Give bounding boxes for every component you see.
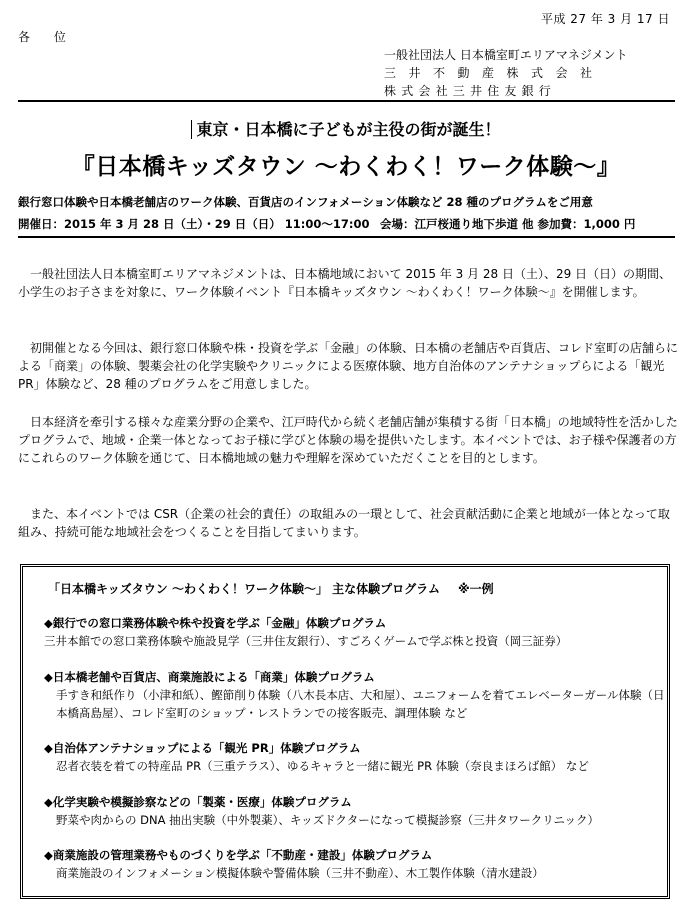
program-item-medical: [44, 793, 674, 829]
addressee: 各 位: [18, 30, 76, 44]
program-box-title-text: 「日本橋キッズタウン ～わくわく！ワーク体験～」 主な体験プログラム: [48, 582, 440, 596]
paragraph-programs: 初開催となる今回は、銀行窓口体験や株・投資を学ぶ「金融」の体験、日本橋の老舗店や百貨店、コレド室町の店舗らによる「商業」の体験、製薬会社の化学実験やクリニックによる医療体験、地方自治体のアンテナショップらによる「観光 PR」体験など、28 種のプログラムをご用意しました。: [18, 341, 679, 391]
paragraph-purpose: 日本経済を牽引する様々な産業分野の企業や、江戸時代から続く老舗店舗が集積する街「日本橋」の地域特性を活かしたプログラムで、地域・企業一体となってお子様に学びと体験の場を提供いたします。本イベントでは、お子様や保護者の方にこれらのワーク体験を通じて、日本橋地域の魅力や理解を深めていただくことを目的とします。: [18, 415, 678, 465]
subtitle: [0, 117, 692, 140]
program-heading: ◆銀行での窓口業務体験や株や投資を学ぶ「金融」体験プログラム: [44, 616, 387, 630]
main-title: 『日本橋キッズタウン ～わくわく！ワーク体験～』: [71, 154, 621, 180]
program-detail: 商業施設のインフォメーション模擬体験や警備体験（三井不動産）、木工製作体験（清水建設）: [56, 866, 544, 880]
program-detail: 野菜や肉からの DNA 抽出実験（中外製薬）、キッズドクターになって模擬診察（三井タワークリニック）: [56, 813, 600, 827]
sender-block: [384, 46, 674, 100]
program-heading: ◆化学実験や模擬診察などの「製薬・医療」体験プログラム: [44, 795, 352, 809]
issue-date: 平成 27 年 3 月 17 日: [540, 12, 670, 26]
program-item-tourism: [44, 739, 674, 775]
sender-mitsui-fudosan: 三井不動産株式会社: [384, 66, 605, 80]
program-item-commerce: [44, 668, 674, 722]
sender-smbc: 株式会社三井住友銀行: [384, 84, 557, 98]
sender-association: 一般社団法人 日本橋室町エリアマネジメント: [384, 48, 628, 62]
event-schedule-line: [18, 216, 678, 232]
paragraph-intro: 一般社団法人日本橋室町エリアマネジメントは、日本橋地域において 2015 年 3 月 28 日（土）、29 日（日）の期間、小学生のお子さまを対象に、ワーク体験イベント『日本橋キッズタウン ～わくわく！ワーク体験～』を開催します。: [18, 267, 672, 299]
program-box-note: ※一例: [458, 582, 494, 596]
event-description: 銀行窓口体験や日本橋老舗店のワーク体験、百貨店のインフォメーション体験など 28 種のプログラムをご用意: [18, 195, 593, 209]
program-heading: ◆商業施設の管理業務やものづくりを学ぶ「不動産・建設」体験プログラム: [44, 848, 433, 862]
event-venue: 会場：江戸桜通り地下歩道 他 参加費：1,000 円: [380, 217, 636, 231]
program-detail: 三井本館での窓口業務体験や施設見学（三井住友銀行）、すごろくゲームで学ぶ株と投資（岡三証券）: [44, 634, 568, 648]
event-schedule: 開催日：2015 年 3 月 28 日（土）・29 日（日） 11:00～17:00: [18, 217, 370, 231]
divider-top: [18, 100, 675, 102]
divider-bottom: [18, 236, 675, 238]
paragraph-csr: また、本イベントでは CSR（企業の社会的責任）の取組みの一環として、社会貢献活動に企業と地域が一体となって取組み、持続可能な地域社会をつくることを目指してまいります。: [18, 507, 670, 539]
program-item-finance: [44, 614, 674, 650]
program-heading: ◆自治体アンテナショップによる「観光 PR」体験プログラム: [44, 741, 361, 755]
program-heading: ◆日本橋老舗や百貨店、商業施設による「商業」体験プログラム: [44, 670, 375, 684]
program-item-realestate: [44, 846, 674, 882]
subtitle-text: 東京・日本橋に子どもが主役の街が誕生！: [191, 120, 500, 139]
program-detail: 手すき和紙作り（小津和紙）、鰹節削り体験（八木長本店、大和屋）、ユニフォームを着てエレベーターガール体験（日本橋髙島屋）、コレド室町のショップ・レストランでの接客販売、調理体験 など: [56, 688, 665, 720]
program-box-title: [48, 580, 494, 597]
program-detail: 忍者衣装を着ての特産品 PR（三重テラス）、ゆるキャラと一緒に観光 PR 体験（奈良まほろば館） など: [56, 759, 589, 773]
